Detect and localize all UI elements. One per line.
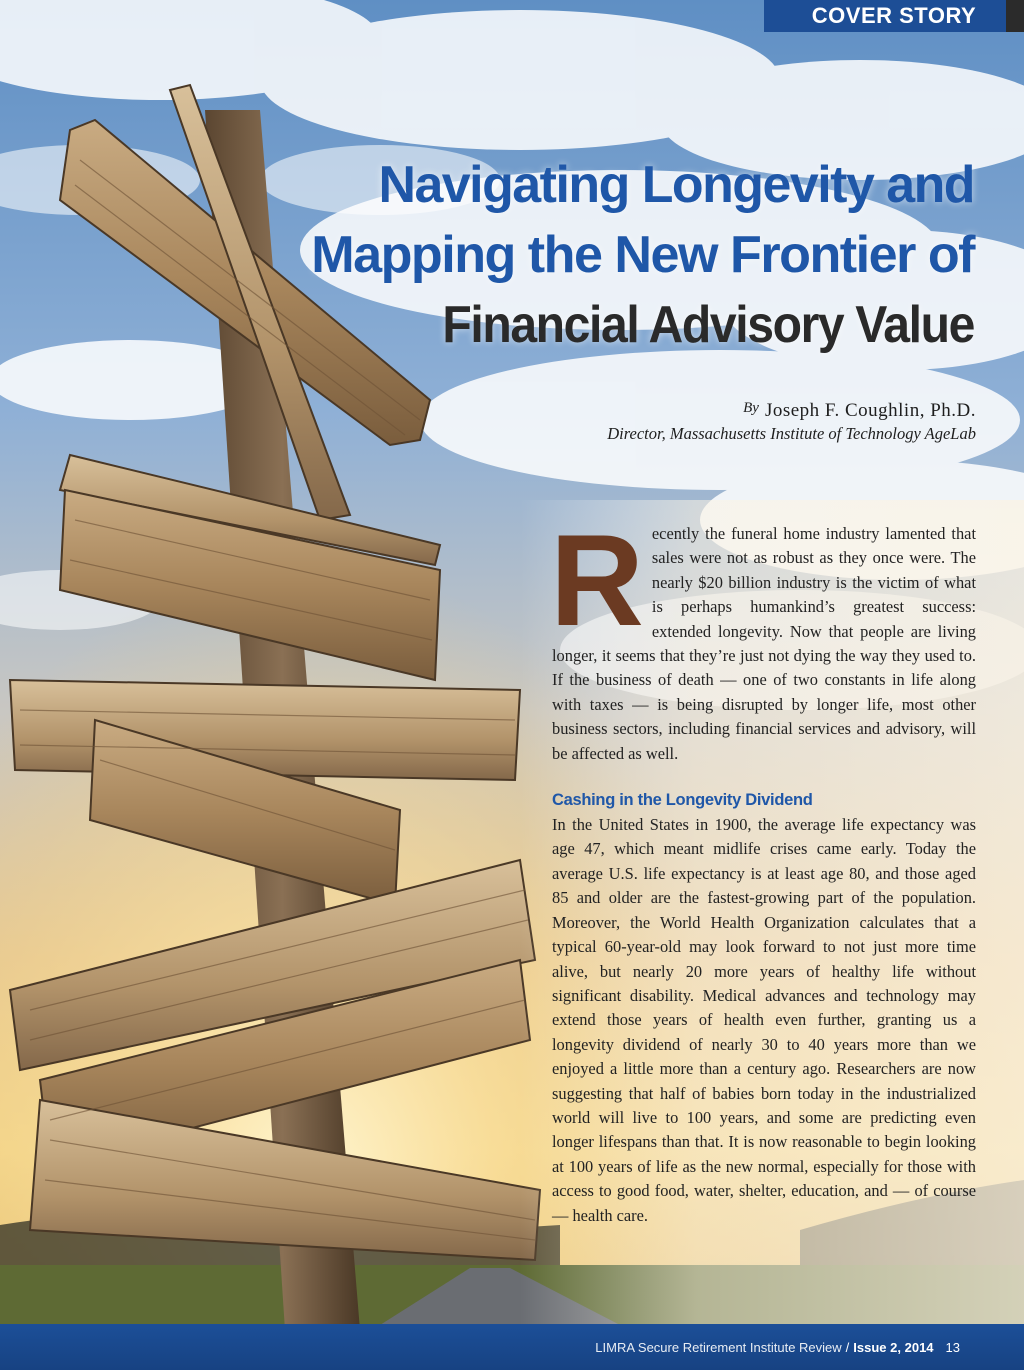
section-tag [764,0,1024,32]
article-body-paragraph: In the United States in 1900, the average life expectancy was age 47, which meant midlife crises came early. Today the average U.S. life expectancy is at least age 80, and those aged 85 and older are the fastest-growing part of the population. Moreover, the World Health Organization calculates that a typical 60-year-old may look forward to not just more time alive, but nearly 20 more years of healthy life without significant disability. Medical advances and technology may extend those years of health even further, granting us a longevity dividend of nearly 30 to 40 years more than we enjoyed a little more than a century ago. Researchers are now suggesting that half of babies born today in the industrialized world will live to 100 years, and some are predicting even longer lifespans than that. It is now reasonable to begin looking at 100 years of life as the new normal, especially for those with access to good food, water, shelter, education, and — of course — health care. [552,815,976,1225]
byline-title: Director, Massachusetts Institute of Technology AgeLab [607,424,976,443]
headline [274,150,974,360]
byline [607,400,976,444]
section-tag-corner [1006,0,1024,32]
page-number: 13 [945,1339,960,1355]
headline-line-3: Financial Advisory Value [442,296,974,354]
footer-separator: / [845,1339,850,1355]
byline-author-line [607,400,976,422]
page-footer [0,1324,1024,1370]
article-body [550,507,976,1228]
headline-line-1: Navigating Longevity and [378,156,974,214]
byline-author: Joseph F. Coughlin, Ph.D. [764,400,976,421]
headline-line-2: Mapping the New Frontier of [311,226,974,284]
article-intro-paragraph: ecently the funeral home industry lamented that sales were not as robust as they once were. The nearly $20 billion industry is the victim of what is perhaps humankind’s greatest success: extended longevity. Now that people are living longer, it seems that they’re just not dying the way they used to. If the business of death — one of two constants in life along with taxes — is being disrupted by longer life, most other business sectors, including financial services and advisory, will be affected as well. [552,524,976,763]
drop-cap: R [550,507,644,653]
footer-publication: LIMRA Secure Retirement Institute Review [595,1339,842,1355]
footer-issue: Issue 2, 2014 [853,1339,934,1355]
byline-by: By [743,400,759,416]
article-subhead: Cashing in the Longevity Dividend [552,791,813,810]
section-tag-label: COVER STORY [811,3,977,28]
